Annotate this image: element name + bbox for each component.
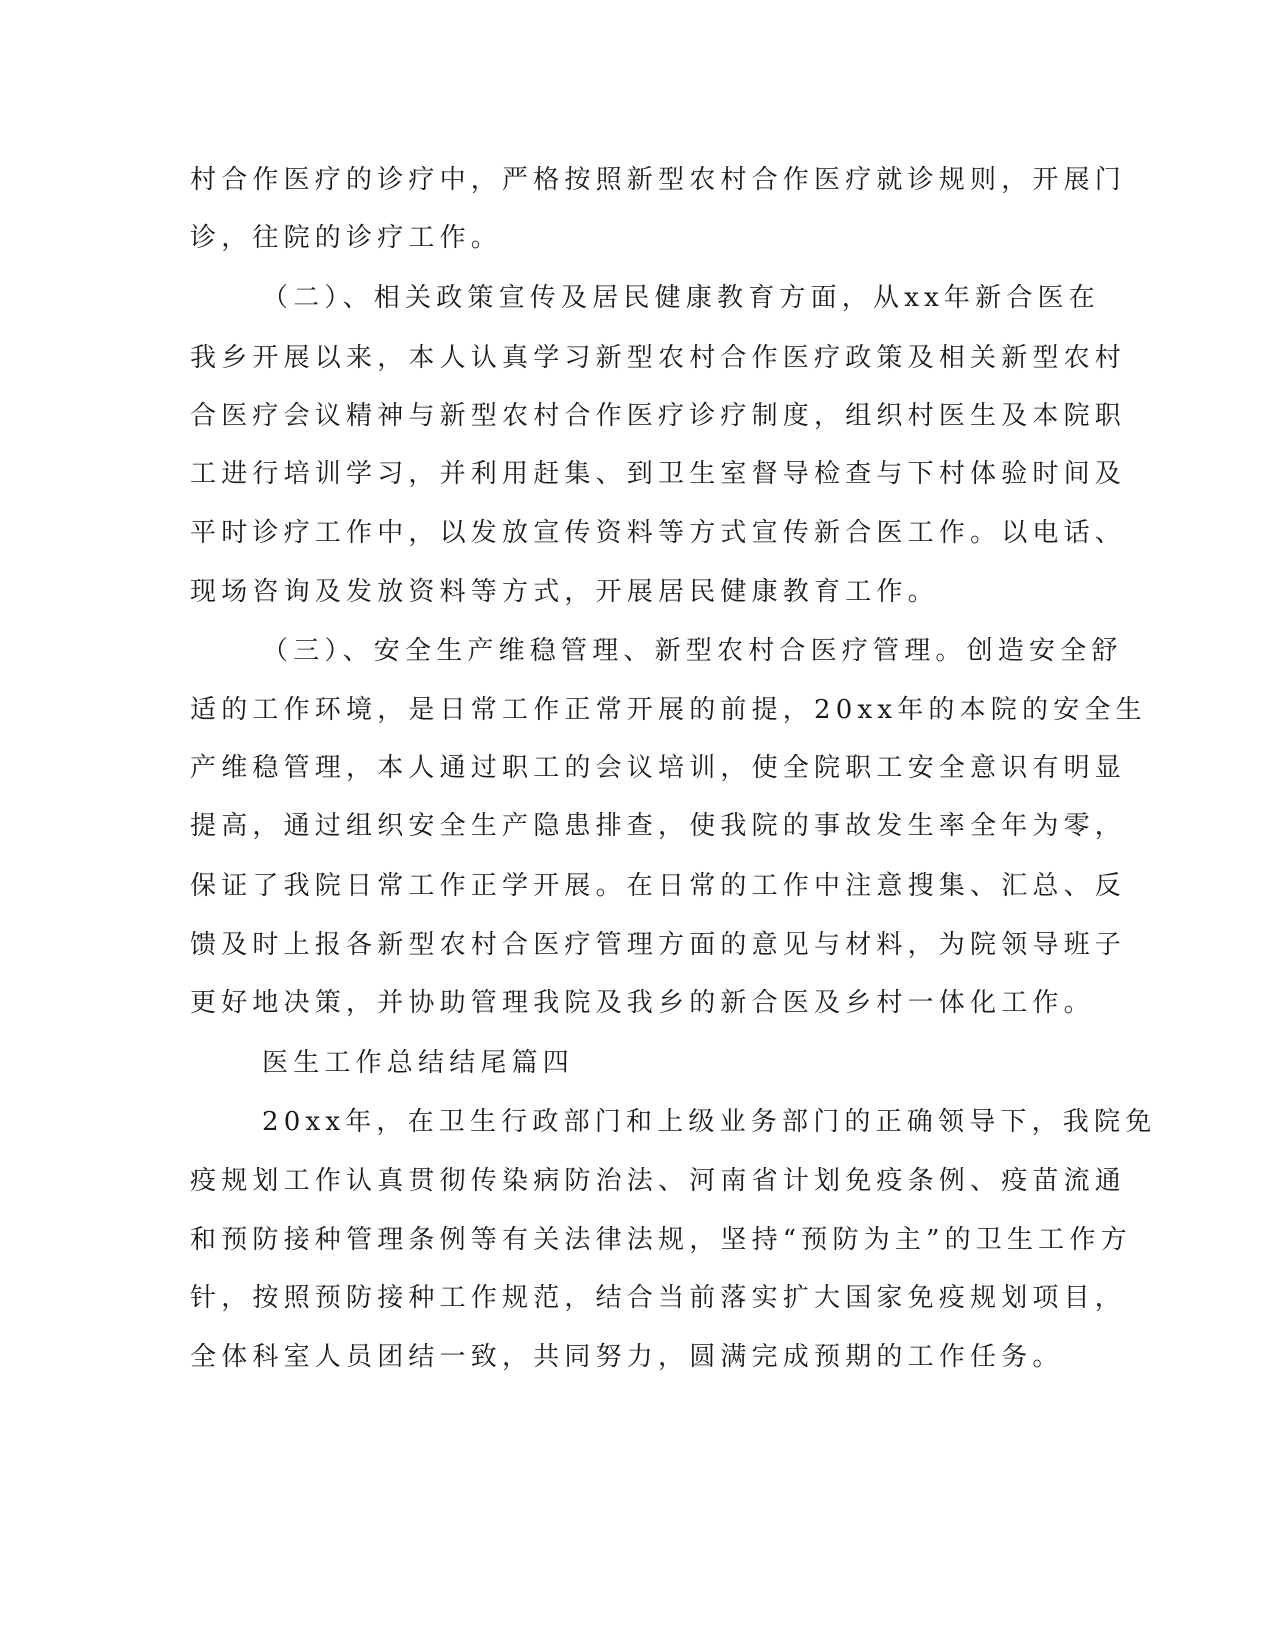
text-line: 提高，通过组织安全生产隐患排查，使我院的事故发生率全年为零， xyxy=(190,811,1127,841)
text-line: 村合作医疗的诊疗中，严格按照新型农村合作医疗就诊规则，开展门 xyxy=(190,165,1127,195)
text-line: 平时诊疗工作中，以发放宣传资料等方式宣传新合医工作。以电话、 xyxy=(190,518,1127,548)
text-line: 产维稳管理，本人通过职工的会议培训，使全院职工安全意识有明显 xyxy=(190,753,1127,783)
text-line: 保证了我院日常工作正学开展。在日常的工作中注意搜集、汇总、反 xyxy=(190,871,1127,901)
paragraph-3-start: （三）、安全生产维稳管理、新型农村合医疗管理。创造安全舒 xyxy=(262,636,1123,666)
text-line: 诊，往院的诊疗工作。 xyxy=(190,223,503,253)
text-line: 疫规划工作认真贯彻传染病防治法、河南省计划免疫条例、疫苗流通 xyxy=(190,1166,1127,1196)
text-line: 我乡开展以来，本人认真学习新型农村合作医疗政策及相关新型农村 xyxy=(190,343,1127,373)
text-line: 针，按照预防接种工作规范，结合当前落实扩大国家免疫规划项目， xyxy=(190,1283,1127,1313)
text-line: 全体科室人员团结一致，共同努力，圆满完成预期的工作任务。 xyxy=(190,1342,1064,1372)
text-line: 和预防接种管理条例等有关法律法规，坚持“预防为主”的卫生工作方 xyxy=(190,1225,1132,1255)
paragraph-4-start: 20xx年，在卫生行政部门和上级业务部门的正确领导下，我院免 xyxy=(262,1107,1157,1137)
section-heading: 医生工作总结结尾篇四 xyxy=(262,1048,575,1078)
text-line: 适的工作环境，是日常工作正常开展的前提，20xx年的本院的安全生 xyxy=(190,695,1147,725)
text-line: 合医疗会议精神与新型农村合作医疗诊疗制度，组织村医生及本院职 xyxy=(190,401,1127,431)
paragraph-2-start: （二）、相关政策宣传及居民健康教育方面，从xx年新合医在 xyxy=(262,283,1100,313)
text-line: 工进行培训学习，并利用赶集、到卫生室督导检查与下村体验时间及 xyxy=(190,459,1127,489)
text-line: 现场咨询及发放资料等方式，开展居民健康教育工作。 xyxy=(190,577,939,607)
text-line: 馈及时上报各新型农村合医疗管理方面的意见与材料，为院领导班子 xyxy=(190,930,1127,960)
text-line: 更好地决策，并协助管理我院及我乡的新合医及乡村一体化工作。 xyxy=(190,988,1095,1018)
